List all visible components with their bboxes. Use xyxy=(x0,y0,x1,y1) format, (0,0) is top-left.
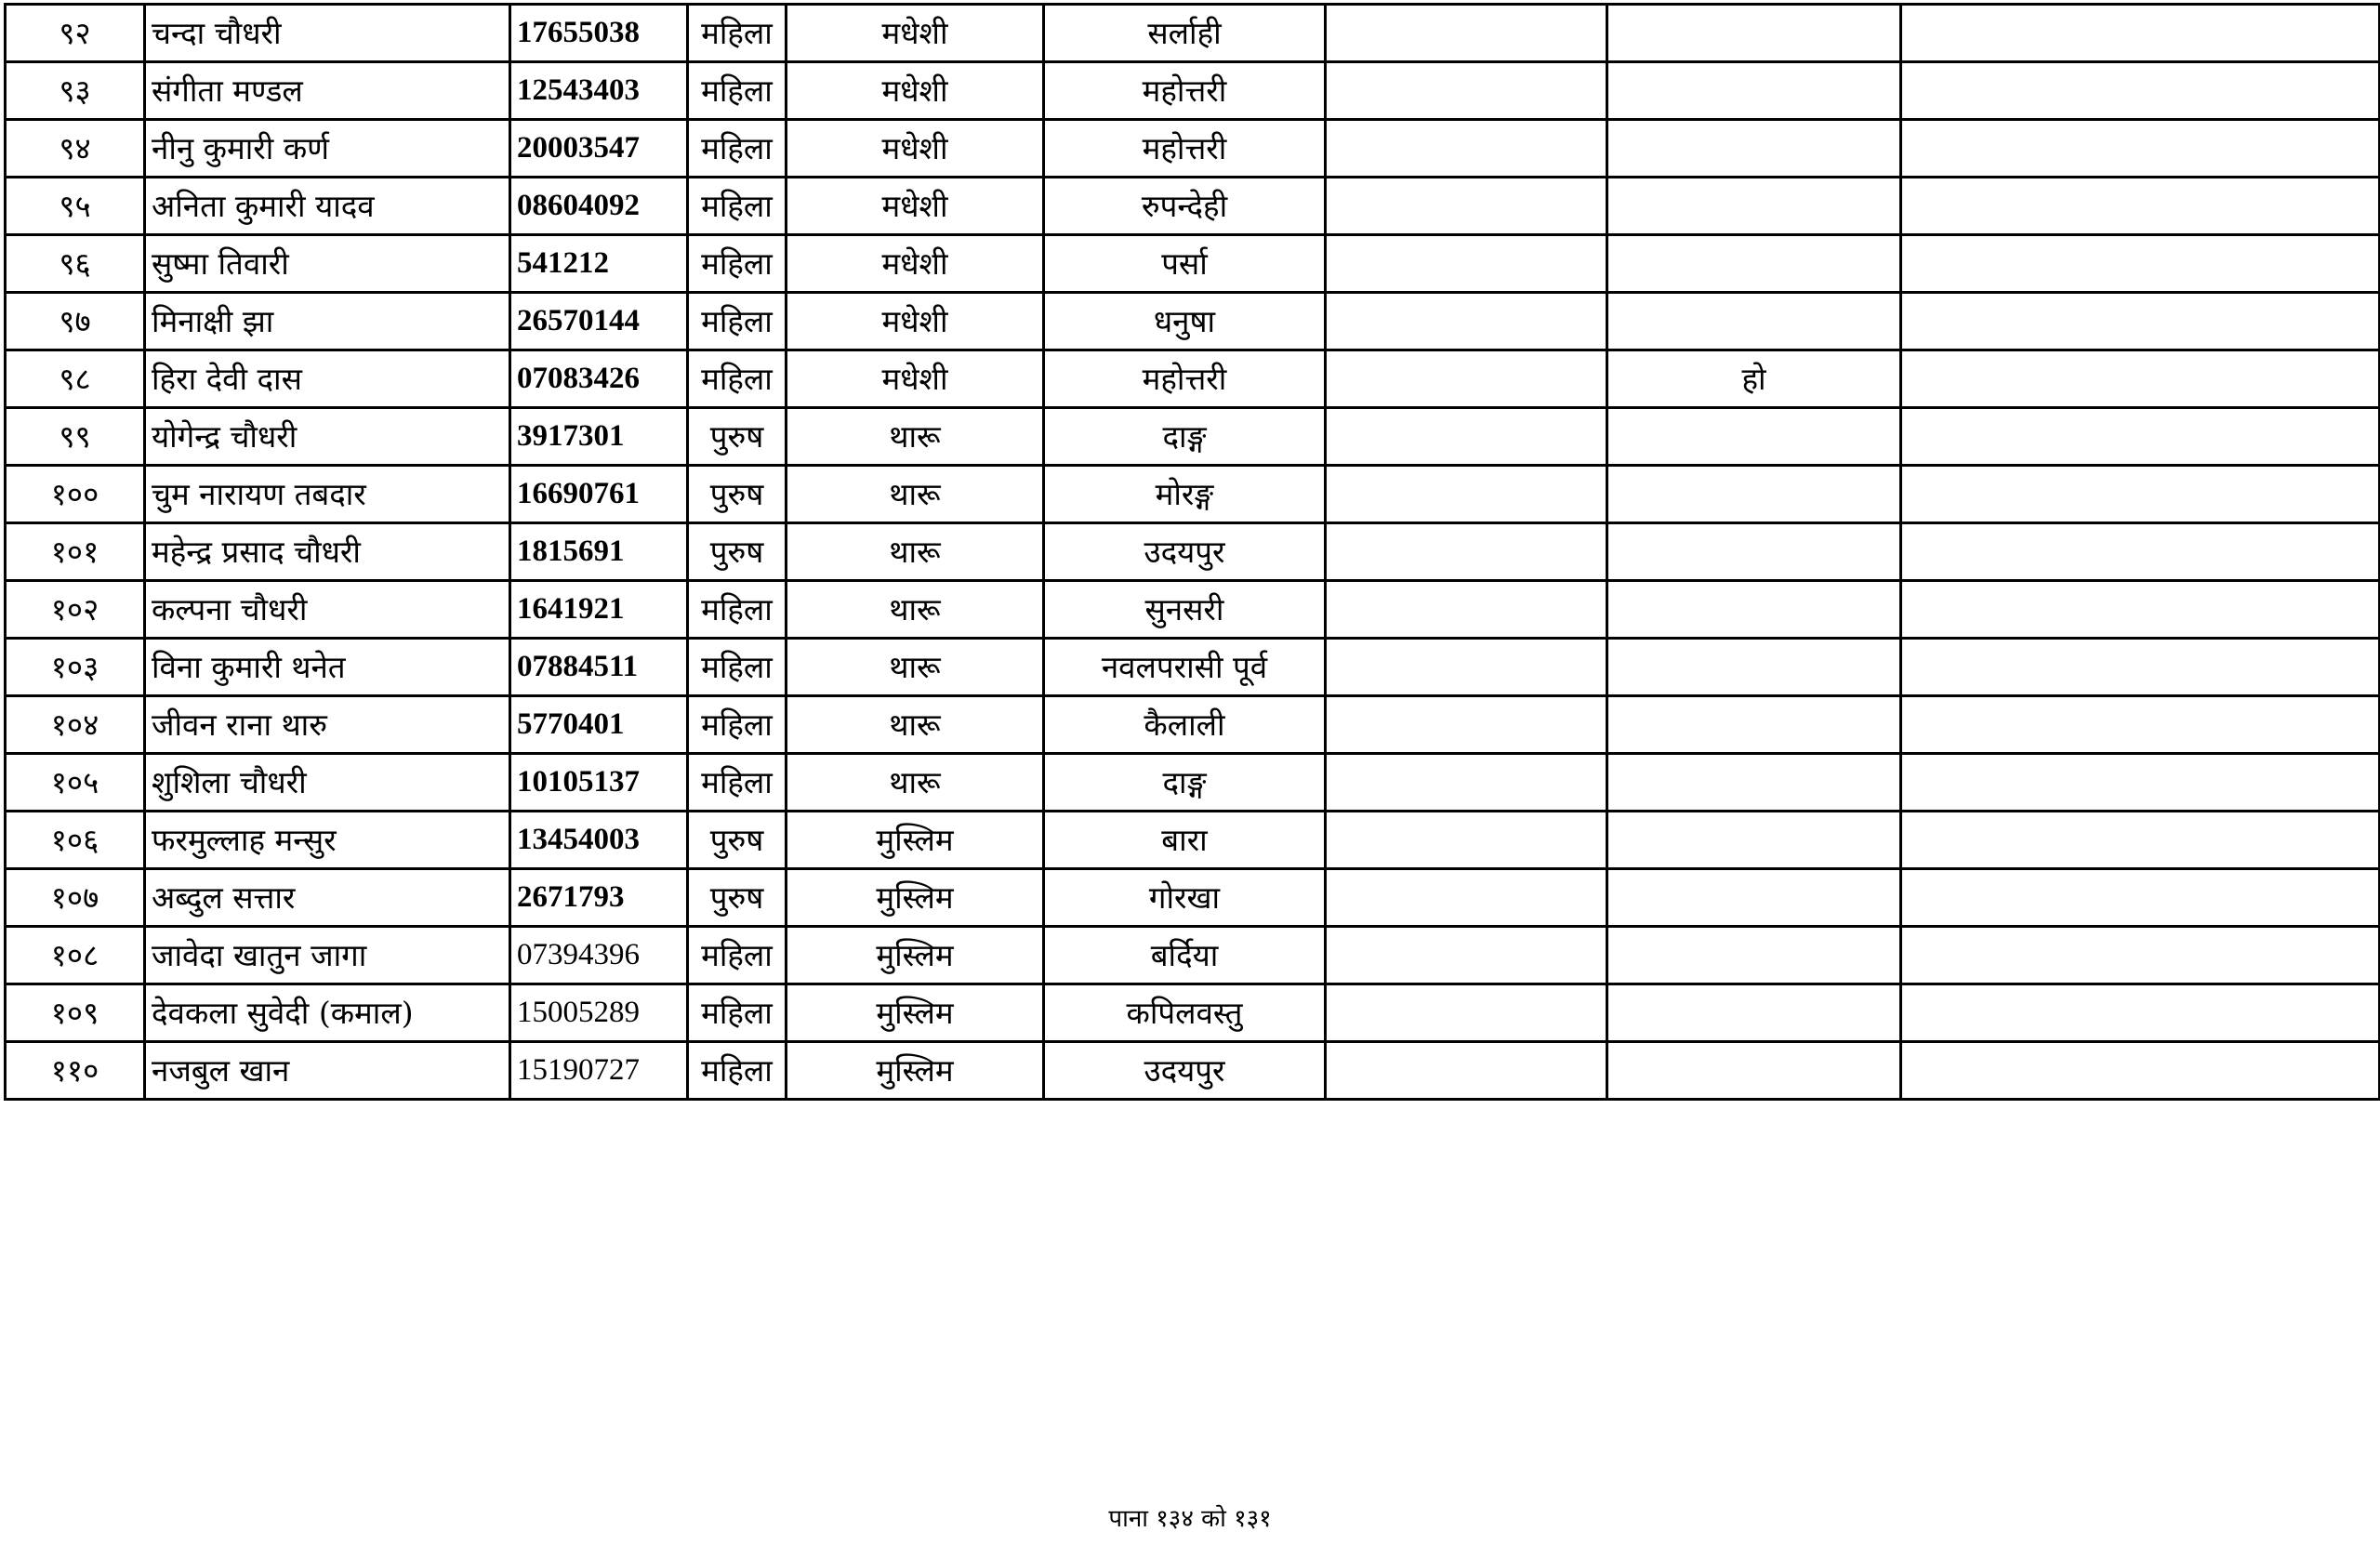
district-cell: बारा xyxy=(1044,812,1326,869)
extra-column-3-cell xyxy=(1901,5,2380,62)
id-number-cell: 15190727 xyxy=(510,1042,688,1100)
name-cell: संगीता मण्डल xyxy=(145,62,510,120)
name-cell: कल्पना चौधरी xyxy=(145,581,510,639)
extra-column-2-cell xyxy=(1607,523,1901,581)
district-cell: धनुषा xyxy=(1044,293,1326,350)
extra-column-3-cell xyxy=(1901,869,2380,927)
id-number-cell: 1815691 xyxy=(510,523,688,581)
gender-cell: महिला xyxy=(688,984,787,1042)
group-cell: मुस्लिम xyxy=(787,1042,1044,1100)
gender-cell: महिला xyxy=(688,235,787,293)
table-row xyxy=(6,927,2380,984)
district-cell: महोत्तरी xyxy=(1044,120,1326,178)
extra-column-2-cell xyxy=(1607,754,1901,812)
table-row xyxy=(6,523,2380,581)
name-cell: अनिता कुमारी यादव xyxy=(145,178,510,235)
group-cell: थारू xyxy=(787,466,1044,523)
table-row xyxy=(6,984,2380,1042)
district-cell: उदयपुर xyxy=(1044,1042,1326,1100)
serial-number-cell: १०४ xyxy=(6,696,145,754)
district-cell: महोत्तरी xyxy=(1044,350,1326,408)
page-number: पाना १३४ को १३१ xyxy=(1108,1505,1272,1533)
district-cell: महोत्तरी xyxy=(1044,62,1326,120)
name-cell: नजबुल खान xyxy=(145,1042,510,1100)
name-cell: शुशिला चौधरी xyxy=(145,754,510,812)
name-cell: महेन्द्र प्रसाद चौधरी xyxy=(145,523,510,581)
gender-cell: महिला xyxy=(688,62,787,120)
serial-number-cell: ९८ xyxy=(6,350,145,408)
name-cell: फरमुल्लाह मन्सुर xyxy=(145,812,510,869)
serial-number-cell: ९३ xyxy=(6,62,145,120)
extra-column-1-cell xyxy=(1326,984,1607,1042)
gender-cell: पुरुष xyxy=(688,408,787,466)
group-cell: मधेशी xyxy=(787,120,1044,178)
gender-cell: पुरुष xyxy=(688,812,787,869)
extra-column-3-cell xyxy=(1901,178,2380,235)
name-cell: सुष्मा तिवारी xyxy=(145,235,510,293)
group-cell: थारू xyxy=(787,581,1044,639)
serial-number-cell: ९२ xyxy=(6,5,145,62)
gender-cell: महिला xyxy=(688,350,787,408)
extra-column-1-cell xyxy=(1326,754,1607,812)
extra-column-1-cell xyxy=(1326,235,1607,293)
extra-column-2-cell: हो xyxy=(1607,350,1901,408)
serial-number-cell: १०९ xyxy=(6,984,145,1042)
group-cell: थारू xyxy=(787,408,1044,466)
serial-number-cell: ९७ xyxy=(6,293,145,350)
extra-column-2-cell xyxy=(1607,293,1901,350)
extra-column-2-cell xyxy=(1607,696,1901,754)
extra-column-3-cell xyxy=(1901,408,2380,466)
name-cell: देवकला सुवेदी (कमाल) xyxy=(145,984,510,1042)
id-number-cell: 17655038 xyxy=(510,5,688,62)
table-row xyxy=(6,754,2380,812)
extra-column-3-cell xyxy=(1901,639,2380,696)
extra-column-2-cell xyxy=(1607,178,1901,235)
table-row xyxy=(6,293,2380,350)
table-row xyxy=(6,466,2380,523)
gender-cell: महिला xyxy=(688,927,787,984)
extra-column-3-cell xyxy=(1901,812,2380,869)
serial-number-cell: ९९ xyxy=(6,408,145,466)
table-row xyxy=(6,408,2380,466)
district-cell: गोरखा xyxy=(1044,869,1326,927)
extra-column-1-cell xyxy=(1326,523,1607,581)
extra-column-3-cell xyxy=(1901,466,2380,523)
extra-column-3-cell xyxy=(1901,235,2380,293)
id-number-cell: 16690761 xyxy=(510,466,688,523)
extra-column-1-cell xyxy=(1326,869,1607,927)
serial-number-cell: ९६ xyxy=(6,235,145,293)
extra-column-1-cell xyxy=(1326,62,1607,120)
gender-cell: महिला xyxy=(688,293,787,350)
id-number-cell: 07394396 xyxy=(510,927,688,984)
gender-cell: पुरुष xyxy=(688,869,787,927)
district-cell: दाङ्ग xyxy=(1044,408,1326,466)
extra-column-1-cell xyxy=(1326,466,1607,523)
id-number-cell: 07884511 xyxy=(510,639,688,696)
extra-column-3-cell xyxy=(1901,120,2380,178)
extra-column-3-cell xyxy=(1901,754,2380,812)
extra-column-1-cell xyxy=(1326,293,1607,350)
extra-column-1-cell xyxy=(1326,696,1607,754)
serial-number-cell: १०८ xyxy=(6,927,145,984)
group-cell: मुस्लिम xyxy=(787,869,1044,927)
id-number-cell: 26570144 xyxy=(510,293,688,350)
group-cell: मधेशी xyxy=(787,62,1044,120)
extra-column-1-cell xyxy=(1326,178,1607,235)
name-cell: चन्दा चौधरी xyxy=(145,5,510,62)
roster-body xyxy=(6,5,2380,1100)
district-cell: उदयपुर xyxy=(1044,523,1326,581)
extra-column-1-cell xyxy=(1326,927,1607,984)
serial-number-cell: १०३ xyxy=(6,639,145,696)
id-number-cell: 08604092 xyxy=(510,178,688,235)
extra-column-3-cell xyxy=(1901,696,2380,754)
extra-column-1-cell xyxy=(1326,1042,1607,1100)
table-row xyxy=(6,350,2380,408)
group-cell: मधेशी xyxy=(787,5,1044,62)
extra-column-3-cell xyxy=(1901,523,2380,581)
table-row xyxy=(6,869,2380,927)
extra-column-1-cell xyxy=(1326,350,1607,408)
extra-column-3-cell xyxy=(1901,1042,2380,1100)
group-cell: थारू xyxy=(787,523,1044,581)
district-cell: पर्सा xyxy=(1044,235,1326,293)
roster-table xyxy=(4,3,2380,1101)
extra-column-3-cell xyxy=(1901,62,2380,120)
extra-column-2-cell xyxy=(1607,466,1901,523)
gender-cell: महिला xyxy=(688,1042,787,1100)
id-number-cell: 15005289 xyxy=(510,984,688,1042)
extra-column-2-cell xyxy=(1607,235,1901,293)
extra-column-2-cell xyxy=(1607,927,1901,984)
table-row xyxy=(6,812,2380,869)
serial-number-cell: १०५ xyxy=(6,754,145,812)
extra-column-2-cell xyxy=(1607,62,1901,120)
table-row xyxy=(6,62,2380,120)
gender-cell: महिला xyxy=(688,639,787,696)
extra-column-2-cell xyxy=(1607,581,1901,639)
serial-number-cell: ९५ xyxy=(6,178,145,235)
gender-cell: महिला xyxy=(688,754,787,812)
serial-number-cell: १०१ xyxy=(6,523,145,581)
serial-number-cell: १०७ xyxy=(6,869,145,927)
district-cell: मोरङ्ग xyxy=(1044,466,1326,523)
name-cell: जावेदा खातुन जागा xyxy=(145,927,510,984)
serial-number-cell: १०६ xyxy=(6,812,145,869)
group-cell: मधेशी xyxy=(787,235,1044,293)
group-cell: मधेशी xyxy=(787,350,1044,408)
extra-column-2-cell xyxy=(1607,408,1901,466)
id-number-cell: 13454003 xyxy=(510,812,688,869)
table-row xyxy=(6,1042,2380,1100)
extra-column-2-cell xyxy=(1607,812,1901,869)
extra-column-3-cell xyxy=(1901,581,2380,639)
serial-number-cell: १०२ xyxy=(6,581,145,639)
table-row xyxy=(6,178,2380,235)
table-row xyxy=(6,581,2380,639)
group-cell: थारू xyxy=(787,696,1044,754)
extra-column-2-cell xyxy=(1607,5,1901,62)
table-row xyxy=(6,5,2380,62)
extra-column-1-cell xyxy=(1326,408,1607,466)
group-cell: मुस्लिम xyxy=(787,812,1044,869)
group-cell: थारू xyxy=(787,754,1044,812)
district-cell: बर्दिया xyxy=(1044,927,1326,984)
table-row xyxy=(6,696,2380,754)
id-number-cell: 541212 xyxy=(510,235,688,293)
extra-column-1-cell xyxy=(1326,120,1607,178)
extra-column-3-cell xyxy=(1901,293,2380,350)
group-cell: मधेशी xyxy=(787,178,1044,235)
extra-column-1-cell xyxy=(1326,581,1607,639)
id-number-cell: 07083426 xyxy=(510,350,688,408)
group-cell: थारू xyxy=(787,639,1044,696)
serial-number-cell: १०० xyxy=(6,466,145,523)
gender-cell: महिला xyxy=(688,696,787,754)
name-cell: विना कुमारी थनेत xyxy=(145,639,510,696)
extra-column-3-cell xyxy=(1901,350,2380,408)
extra-column-2-cell xyxy=(1607,1042,1901,1100)
gender-cell: महिला xyxy=(688,120,787,178)
gender-cell: पुरुष xyxy=(688,466,787,523)
district-cell: कपिलवस्तु xyxy=(1044,984,1326,1042)
id-number-cell: 10105137 xyxy=(510,754,688,812)
district-cell: रुपन्देही xyxy=(1044,178,1326,235)
name-cell: जीवन राना थारु xyxy=(145,696,510,754)
extra-column-2-cell xyxy=(1607,869,1901,927)
id-number-cell: 2671793 xyxy=(510,869,688,927)
group-cell: मधेशी xyxy=(787,293,1044,350)
id-number-cell: 12543403 xyxy=(510,62,688,120)
extra-column-2-cell xyxy=(1607,639,1901,696)
serial-number-cell: ९४ xyxy=(6,120,145,178)
table-row xyxy=(6,120,2380,178)
gender-cell: महिला xyxy=(688,581,787,639)
extra-column-1-cell xyxy=(1326,639,1607,696)
id-number-cell: 20003547 xyxy=(510,120,688,178)
extra-column-1-cell xyxy=(1326,5,1607,62)
table-row xyxy=(6,235,2380,293)
group-cell: मुस्लिम xyxy=(787,984,1044,1042)
name-cell: मिनाक्षी झा xyxy=(145,293,510,350)
extra-column-2-cell xyxy=(1607,120,1901,178)
gender-cell: पुरुष xyxy=(688,523,787,581)
district-cell: दाङ्ग xyxy=(1044,754,1326,812)
id-number-cell: 1641921 xyxy=(510,581,688,639)
serial-number-cell: ११० xyxy=(6,1042,145,1100)
district-cell: सुनसरी xyxy=(1044,581,1326,639)
name-cell: अब्दुल सत्तार xyxy=(145,869,510,927)
extra-column-1-cell xyxy=(1326,812,1607,869)
gender-cell: महिला xyxy=(688,5,787,62)
extra-column-3-cell xyxy=(1901,927,2380,984)
name-cell: चुम नारायण तबदार xyxy=(145,466,510,523)
district-cell: नवलपरासी पूर्व xyxy=(1044,639,1326,696)
extra-column-2-cell xyxy=(1607,984,1901,1042)
name-cell: हिरा देवी दास xyxy=(145,350,510,408)
extra-column-3-cell xyxy=(1901,984,2380,1042)
id-number-cell: 3917301 xyxy=(510,408,688,466)
district-cell: सर्लाही xyxy=(1044,5,1326,62)
document-page xyxy=(4,3,2378,1101)
gender-cell: महिला xyxy=(688,178,787,235)
table-row xyxy=(6,639,2380,696)
group-cell: मुस्लिम xyxy=(787,927,1044,984)
id-number-cell: 5770401 xyxy=(510,696,688,754)
name-cell: नीनु कुमारी कर्ण xyxy=(145,120,510,178)
district-cell: कैलाली xyxy=(1044,696,1326,754)
name-cell: योगेन्द्र चौधरी xyxy=(145,408,510,466)
